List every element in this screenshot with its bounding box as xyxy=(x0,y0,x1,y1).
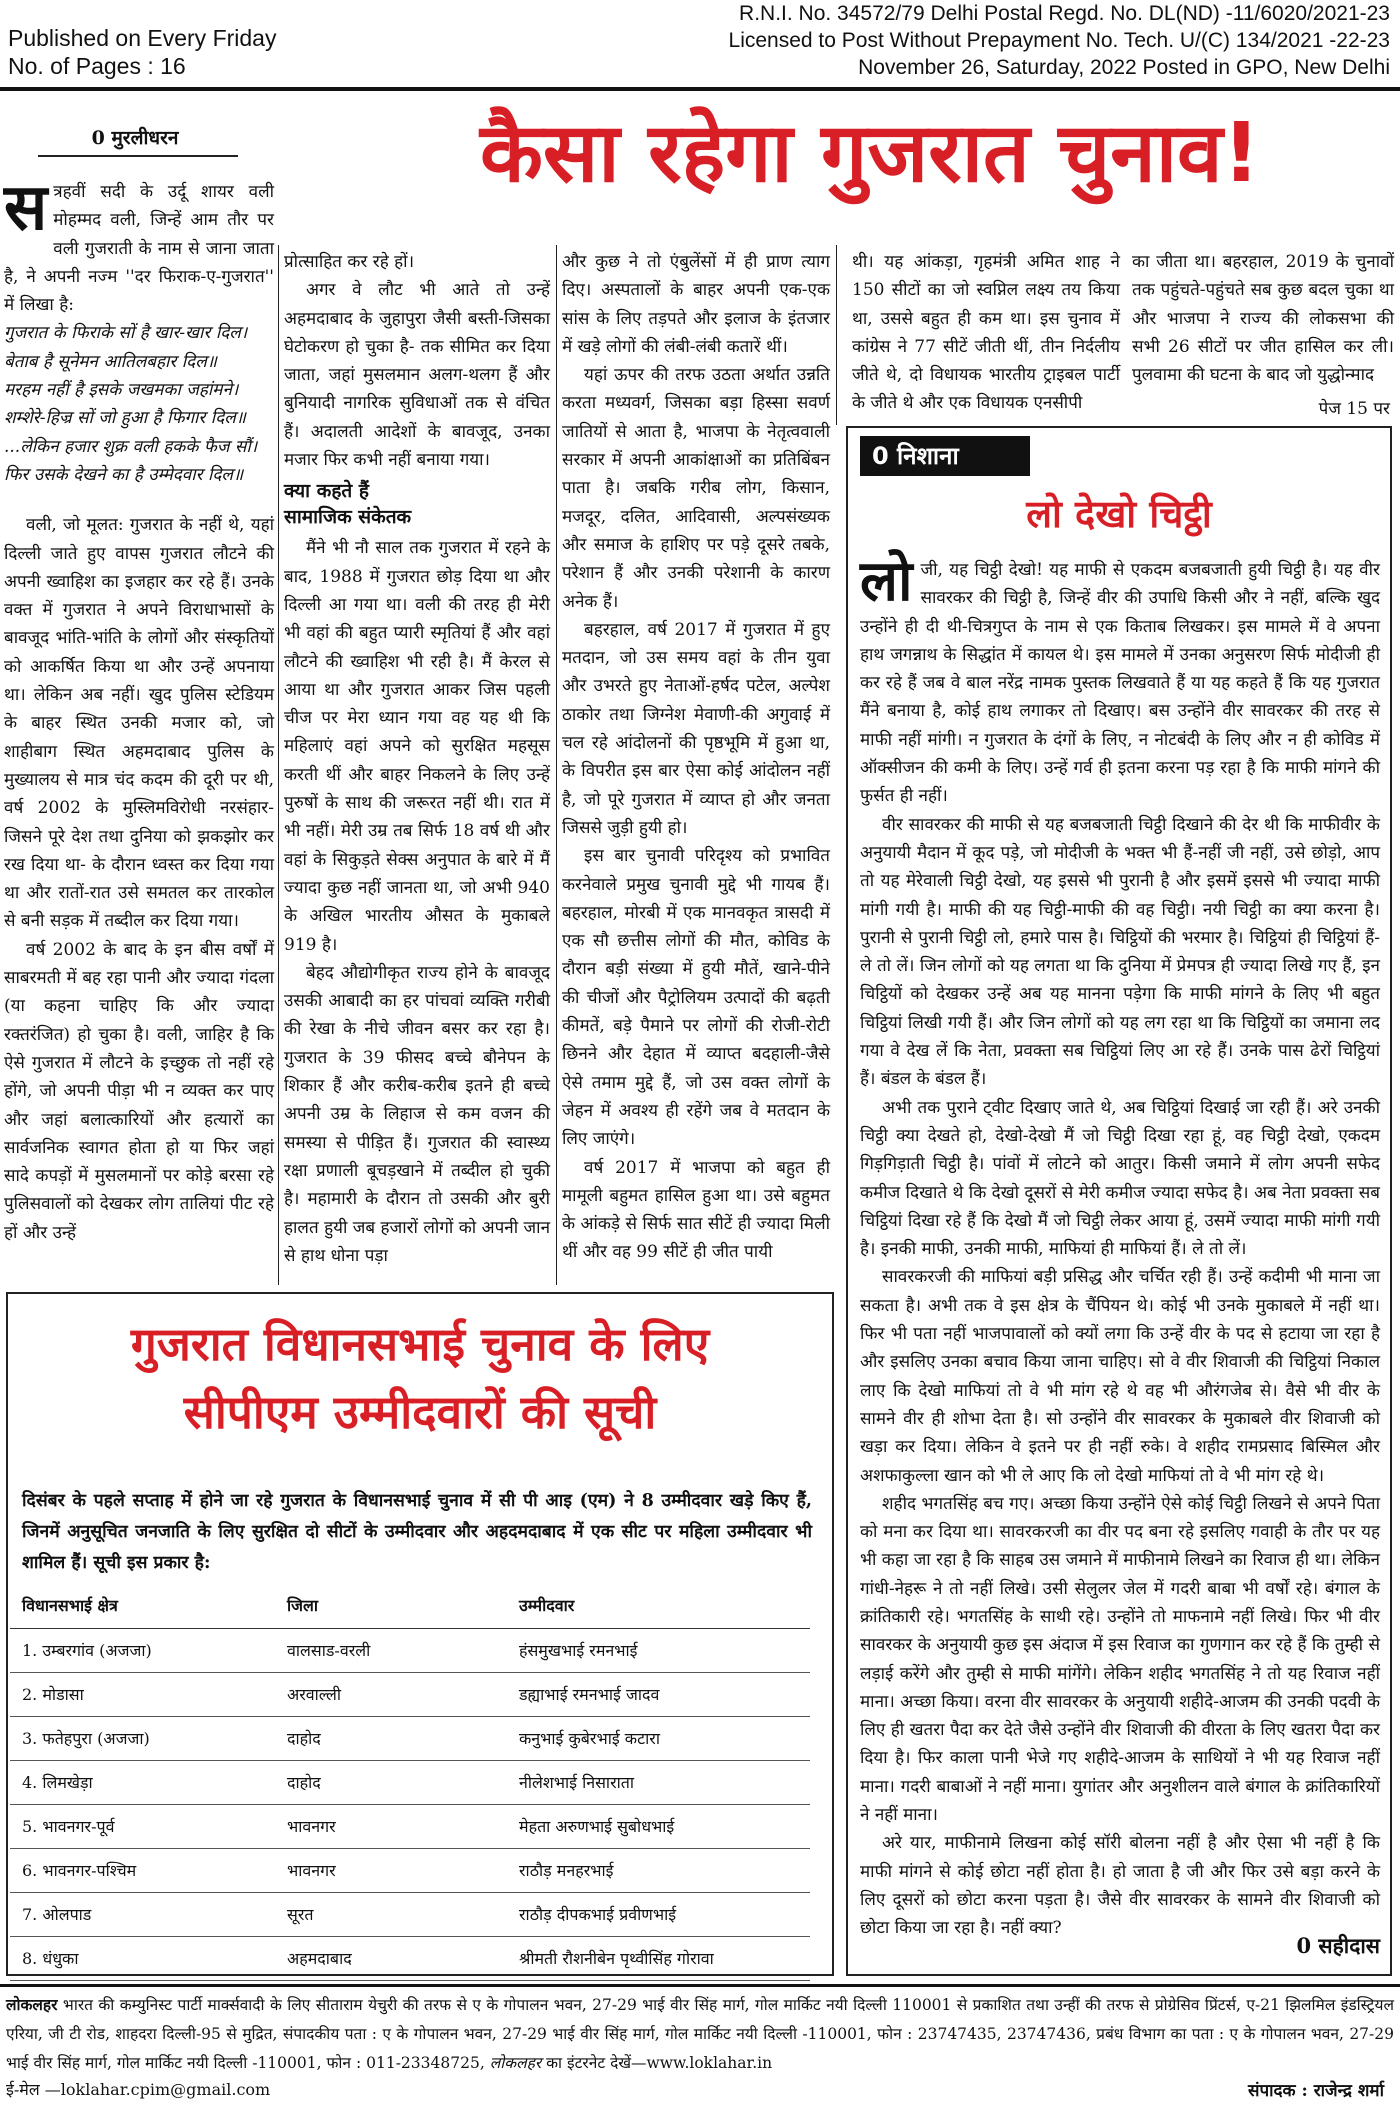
license-line: Licensed to Post Without Prepayment No. Tech. U/(C) 134/2021 -22-23 xyxy=(728,29,1390,52)
page-count: No. of Pages : 16 xyxy=(8,53,186,79)
registration-line: R.N.I. No. 34572/79 Delhi Postal Regd. No. DL(ND) -11/6020/2021-23 xyxy=(739,2,1390,25)
candidate-cell: श्रीमती रौशनीबेन पृथ्वीसिंह गोरावा xyxy=(507,1937,810,1981)
dropcap: स xyxy=(4,171,48,245)
lead-column-5 xyxy=(1132,248,1394,396)
table-row xyxy=(10,1673,810,1717)
district-cell: भावनगर xyxy=(275,1849,507,1893)
lead-column-4 xyxy=(852,248,1120,423)
table-row xyxy=(10,1761,810,1805)
candidates-table xyxy=(10,1584,810,1981)
publication-frequency: Published on Every Friday xyxy=(8,25,277,51)
nishana-paragraph: सावरकरजी की माफियां बड़ी प्रसिद्ध और चर्चित रही हैं। उन्हें कदीमी भी माना जा सकता है। अभी तक वे इस क्षेत्र के चैंपियन थे। कोई भी उनके मुकाबले में नहीं था। फिर भी पता नहीं भाजपावालों को क्यों लगा कि उन्हें वीर के पद से हटाया जा रहा है और इसलिए उनका बचाव किया जाना चाहिए। सो वे वीर शिवाजी की चिट्ठियां निकाल लाए कि देखो माफियां तो वे भी मांग रहे थे वह भी औरंगजेब से। वैसे भी वीर के सामने वीर ही शोभा देता है। सो उन्होंने वीर सावरकर के मुकाबले वीर शिवाजी को खड़ा कर दिया। लेकिन वे इतने पर ही नहीं रुके। वे शहीद रामप्रसाद बिस्मिल और अशफाकुल्ला खान को भी ले आए कि लो देखो माफियां तो वे भी मांग रहे थे। xyxy=(860,1267,1380,1486)
website-link[interactable]: का इंटरनेट देखें—www.loklahar.in xyxy=(546,2054,773,2072)
district-cell: सूरत xyxy=(275,1893,507,1937)
lead-paragraph: का जीता था। बहरहाल, 2019 के चुनावों तक पहुंचते-पहुंचते सब कुछ बदल चुका था और भाजपा ने राज्य की लोकसभा की सभी 26 सीटों पर जीत हासिल कर ली। पुलवामा की घटना के बाद जो युद्धोन्माद xyxy=(1132,252,1394,386)
verse-line: बेताब है सूनेमन आतिलबहार दिल॥ xyxy=(4,351,217,372)
candidate-cell: राठौड़ मनहरभाई xyxy=(507,1849,810,1893)
constituency-cell: 2. मोडासा xyxy=(10,1673,275,1717)
dropcap: लो xyxy=(860,549,913,614)
lead-paragraph: अगर वे लौट भी आते तो उन्हें अहमदाबाद के जुहापुरा जैसी बस्ती-जिसका घेटोकरण हो चुका है- तक सीमित कर दिया जाता, जहां मुसलमान अलग-थलग हैं और बुनियादी नागरिक सुविधाओं तक से वंचित हैं। अदालती आदेशों के बावजूद, उनका मजार फिर कभी नहीं बनाया गया। xyxy=(284,280,550,471)
masthead-divider xyxy=(0,87,1400,91)
editor-credit: संपादक : राजेन्द्र शर्मा xyxy=(1247,2081,1384,2101)
constituency-cell: 5. भावनगर-पूर्व xyxy=(10,1805,275,1849)
masthead-left xyxy=(8,24,276,80)
byline-rule xyxy=(38,155,238,157)
email-link[interactable]: ई-मेल —loklahar.cpim@gmail.com xyxy=(6,2080,271,2099)
lead-headline: कैसा रहेगा गुजरात चुनाव! xyxy=(479,106,1261,201)
verse-line: फिर उसके देखने का है उम्मेदवार दिल॥ xyxy=(4,464,244,485)
lead-column-1 xyxy=(4,171,274,1258)
imprint-label: लोकलहर xyxy=(6,1995,58,2014)
column-divider xyxy=(278,245,279,1285)
candidate-cell: मेहता अरुणभाई सुबोधभाई xyxy=(507,1805,810,1849)
column-header: जिला xyxy=(275,1584,507,1629)
verse-line: ...लेकिन हजार शुक्र वली हकके फैज सौं। xyxy=(4,436,258,457)
verse-line: मरहम नहीं है इसके जखमका जहांमने। xyxy=(4,380,239,401)
district-cell: अरवाल्ली xyxy=(275,1673,507,1717)
lead-paragraph: वर्ष 2017 में भाजपा को बहुत ही मामूली बहुमत हासिल हुआ था। उसे बहुमत के आंकड़े से सिर्फ सात सीटें ही ज्यादा मिली थीं और वह 99 सीटें ही जीत पायी xyxy=(562,1157,830,1263)
column-divider xyxy=(556,245,557,1285)
lead-paragraph: यहां ऊपर की तरफ उठता अर्थात उन्नति करता मध्यवर्ग, जिसका बड़ा हिस्सा सवर्ण जातियों से आता है, भाजपा के नेतृत्ववाली सरकार में अपनी आकांक्षाओं का प्रतिबिंबन पाता है। जबकि गरीब लोग, किसान, मजदूर, दलित, आदिवासी, अल्पसंख्यक और समाज के हाशिए पर पड़े दूसरे तबके, परेशान हैं और उनकी परेशानी के कारण अनेक हैं। xyxy=(562,365,830,612)
district-cell: दाहोद xyxy=(275,1761,507,1805)
constituency-cell: 4. लिमखेड़ा xyxy=(10,1761,275,1805)
table-row xyxy=(10,1849,810,1893)
verse-line: गुजरात के फिराके सों है खार-खार दिल। xyxy=(4,323,248,344)
candidate-cell: डह्याभाई रमनभाई जादव xyxy=(507,1673,810,1717)
table-row xyxy=(10,1937,810,1981)
lead-paragraph: वली, जो मूलत: गुजरात के नहीं थे, यहां दिल्ली जाते हुए वापस गुजरात लौटने की अपनी ख्वाहिश का इजहार कर रहे हैं। उनके वक्त में गुजरात ने अपने विराधाभासों के बावजूद भांति-भांति के लोगों और संस्कृतियों को आकर्षित किया था और उन्हें अपनाया था। लेकिन अब नहीं। खुद पुलिस स्टेडियम के बाहर स्थित उनकी मजार को, जो शाहीबाग स्थित अहमदाबाद पुलिस के मुख्यालय से मात्र चंद कदम की दूरी पर थी, वर्ष 2002 के मुस्लिमविरोधी नरसंहार-जिसने पूरे देश तथा दुनिया को झकझोर कर रख दिया था- के दौरान ध्वस्त कर दिया गया था और रातों-रात उसे समतल कर तारकोल से बनी सड़क में तब्दील कर दिया गया। xyxy=(4,515,274,932)
verse-line: शम्शेरे-हिज्र सों जो हुआ है फिगार दिल॥ xyxy=(4,408,246,429)
nishana-paragraph: शहीद भगतसिंह बच गए। अच्छा किया उन्होंने ऐसे कोई चिट्ठी लिखने से अपने पिता को मना कर दिया था। सावरकरजी का वीर पद बना रहे इसलिए गवाही के तौर पर यह भी कहा जा रहा है कि साहब उस जमाने में माफीनामे लिखने का रिवाज ही था। लेकिन गांधी-नेहरू ने तो नहीं लिखे। उसी सेलुलर जेल में गदरी बाबा भी वर्षों रहे। बंगाल के क्रांतिकारी रहे। भगतसिंह के साथी रहे। उन्होंने तो माफनामे नहीं लिखे। फिर भी वीर सावरकर के अनुयायी कुछ इस अंदाज में इस रिवाज का गुणगान कर रहे हैं कि तुम्ही से लड़ाई करेंगे और तुम्ही से माफी मांगेंगे। लेकिन शहीद भगतसिंह ने तो यह रिवाज नहीं माना। अच्छा किया। वरना वीर सावरकर के अनुयायी शहीदे-आजम की उनकी पदवी के लिए ही खतरा पैदा कर देते जैसे उन्होंने वीर शिवाजी की वीरता के लिए खतरा पैदा कर दिया है। फिर काला पानी भेजे गए शहीदे-आजम के साथियों ने भी यह रिवाज नहीं माना। गदरी बाबाओं ने नहीं माना। युगांतर और अनुशीलन वाले बंगाल के क्रांतिकारियों ने नहीं माना। xyxy=(860,1493,1380,1826)
nishana-paragraph: अरे यार, माफीनामे लिखना कोई सॉरी बोलना नहीं है और ऐसा भी नहीं है कि माफी मांगने से कोई छोटा नहीं होता है। हो जाता है जी और फिर उसे बड़ा करने के लिए दूसरों को छोटा करना पड़ता है। जैसे वीर सावरकर के सामने वीर शिवाजी को छोटा किया जा रहा है। नहीं क्या? xyxy=(860,1833,1380,1939)
column-header: विधानसभाई क्षेत्र xyxy=(10,1584,275,1629)
lead-paragraph: थी। यह आंकड़ा, गृहमंत्री अमित शाह ने 150 सीटों का जो स्वप्निल लक्ष्य तय किया था, उससे बहुत ही कम था। इस चुनाव में कांग्रेस ने 77 सीटें जीती थीं, तीन निर्दलीय जीते थे, दो विधायक भारतीय ट्राइबल पार्टी के जीते थे और एक विधायक एनसीपी xyxy=(852,252,1120,414)
lead-paragraph: और कुछ ने तो एंबुलेंसों में ही प्राण त्याग दिए। अस्पतालों के बाहर अपनी एक-एक सांस के लिए तड़पते और इलाज के इंतजार में खड़े लोगों की लंबी-लंबी कतारें थीं। xyxy=(562,252,830,357)
nishana-headline: लो देखो चिट्ठी xyxy=(1026,492,1212,536)
table-row xyxy=(10,1805,810,1849)
lead-opening: सत्रहवीं सदी के उर्दू शायर वली मोहम्मद वली, जिन्हें आम तौर पर वली गुजराती के नाम से जाना जाता है, ने अपनी नज्म ''दर फिराक-ए-गुजरात'' में लिखा है: xyxy=(4,171,274,316)
continued-on-page: पेज 15 पर xyxy=(1318,399,1390,419)
table-row xyxy=(10,1717,810,1761)
nishana-paragraph: अभी तक पुराने ट्वीट दिखाए जाते थे, अब चिट्ठियां दिखाई जा रही हैं। अरे उनकी चिट्ठी क्या देखते हो, देखो-देखो मैं जो चिट्ठी दिखा रहा हूं, वह चिट्ठी देखो, एकदम गिड़गिड़ाती चिट्ठी है। पांवों में लोटने को आतुर। किसी जमाने में लोग अपनी सफेद कमीज दिखाते थे कि देखो दूसरों से मेरी कमीज ज्यादा सफेद है। अब नेता प्रवक्ता सब चिट्ठियां दिखा रहे हैं कि देखो मैं जो चिट्ठी लेकर आया हूं, उसमें ज्यादा माफी मांगी गयी है। इनकी माफी, उनकी माफी, माफियां ही माफियां हैं। ले तो लें। xyxy=(860,1097,1380,1260)
candidate-cell: हंसमुखभाई रमनभाई xyxy=(507,1629,810,1673)
candidate-cell: नीलेशभाई निसाराता xyxy=(507,1761,810,1805)
district-cell: दाहोद xyxy=(275,1717,507,1761)
lead-column-2 xyxy=(284,248,550,1280)
candidate-cell: राठौड़ दीपकभाई प्रवीणभाई xyxy=(507,1893,810,1937)
constituency-cell: 1. उम्बरगांव (अजजा) xyxy=(10,1629,275,1673)
nishana-body xyxy=(860,549,1380,1939)
district-cell: भावनगर xyxy=(275,1805,507,1849)
lead-paragraph: प्रोत्साहित कर रहे हों। xyxy=(284,252,415,272)
lead-byline: 0 मुरलीधरन xyxy=(91,127,179,149)
lead-paragraph: इस बार चुनावी परिदृश्य को प्रभावित करनेवाले प्रमुख चुनावी मुद्दे भी गायब हैं। बहरहाल, मोरबी में एक मानवकृत त्रासदी में एक सौ छत्तीस लोगों की मौत, कोविड के दौरान बड़ी संख्या में हुयी मौतें, खाने-पीने की चीजों और पैट्रोलियम उत्पादों की बढ़ती कीमतें, बड़े पैमाने पर लोगों की रोजी-रोटी छिनने और देहात में व्याप्त बदहाली-जैसे ऐसे तमाम मुद्दे हैं, जो उस वक्त लोगों के जेहन में अवश्य ही रहेंगे जब वे मतदान के लिए जाएंगे। xyxy=(562,846,830,1150)
subheading: क्या कहते हैं सामाजिक संकेतक xyxy=(284,480,412,529)
lead-paragraph: बेहद औद्योगीकृत राज्य होने के बावजूद उसकी आबादी का हर पांचवां व्यक्ति गरीबी की रेखा के नीचे जीवन बसर कर रहा है। गुजरात के 39 फीसद बच्चे बौनेपन के शिकार हैं और करीब-करीब इतने ही बच्चे अपनी उम्र के लिहाज से कम वजन की समस्या से पीड़ित हैं। गुजरात की स्वास्थ्य रक्षा प्रणाली बूचड़खाने में तब्दील हो चुकी है। महामारी के दौरान तो उसकी और बुरी हालत हुयी जब हजारों लोगों को अपनी जान से हाथ धोना पड़ा xyxy=(284,962,550,1266)
nishana-paragraph: लोजी, यह चिट्ठी देखो! यह माफी से एकदम बजबजाती हुयी चिट्ठी है। यह वीर सावरकर की चिट्ठी है, जिन्हें वीर की उपाधि किसी और ने नहीं, बल्कि खुद उन्होंने ही दी थी-चित्रगुप्त के नाम से एक किताब लिखकर। इस मामले में वे अपना हाथ जगन्नाथ के सिद्धांत में कायल थे। इस मामले में उनका अनुसरण सिर्फ मोदीजी ही कर रहे हैं जब वे बाल नरेंद्र नामक पुस्तक लिखवाते हैं या यह कहते हैं कि यह गुजरात मैंने बनाया है, कोई हाथ लगाकर तो दिखाए। बस उन्होंने वीर सावरकर की तरह से माफी नहीं मांगी। न गुजरात के दंगों के लिए, न नोटबंदी के लिए और न ही कोविड में ऑक्सीजन की कमी के लिए। उन्हें गर्व ही इतना करना पड़ रहा है कि माफी मांगने की फुर्सत ही नहीं। xyxy=(860,549,1380,807)
constituency-cell: 6. भावनगर-पश्चिम xyxy=(10,1849,275,1893)
imprint xyxy=(6,1990,1394,2078)
constituency-cell: 8. धंधुका xyxy=(10,1937,275,1981)
district-cell: अहमदाबाद xyxy=(275,1937,507,1981)
lead-paragraph: बहरहाल, वर्ष 2017 में गुजरात में हुए मतदान, जो उस समय वहां के तीन युवा और उभरते हुए नेताओं-हर्षद पटेल, अल्पेश ठाकोर तथा जिग्नेश मेवाणी-की अगुवाई में चल रहे आंदोलनों की पृष्ठभूमि में हुआ था, के विपरीत इस बार ऐसा कोई आंदोलन नहीं है, जो पूरे गुजरात में व्याप्त हो और जनता जिससे जुड़ी हुयी हो। xyxy=(562,619,830,838)
candidates-headline: गुजरात विधानसभाई चुनाव के लिए सीपीएम उम्मीदवारों की सूची xyxy=(130,1317,710,1439)
dateline: November 26, Saturday, 2022 Posted in GPO, New Delhi xyxy=(858,56,1390,79)
table-row xyxy=(10,1893,810,1937)
masthead-right xyxy=(729,0,1390,81)
nishana-tag: 0 निशाना xyxy=(860,436,1030,476)
table-header-row xyxy=(10,1584,810,1629)
column-header: उम्मीदवार xyxy=(507,1584,810,1629)
candidates-table-wrap xyxy=(10,1584,810,1981)
nishana-paragraph: वीर सावरकर की माफी से यह बजबजाती चिट्ठी दिखाने की देर थी कि माफीवीर के अनुयायी मैदान में कूद पड़े, जो मोदीजी के भक्त भी हैं-नहीं जी नहीं, उसे छोड़ो, आप तो यह मेरेवाली चिट्ठी देखो, यह इससे भी पुरानी है और इसमें इससे भी ज्यादा माफी मांगी गयी है। माफी की यह चिट्ठी-माफी की वह चिट्ठी। नयी चिट्ठी का क्या करना है। पुरानी से पुरानी चिट्ठी लो, हमारे पास है। चिट्ठियों की भरमार है। चिट्ठियां ही चिट्ठियां हैं-ले तो लें। जिन लोगों को यह लगता था कि दुनिया में प्रेमपत्र ही ज्यादा लिखे गए हैं, इन चिट्ठियों को देखकर उन्हें अब यह मानना पड़ेगा कि माफी मांगने के लिए भी बहुत चिट्ठियां लिखी गयी हैं। और जिन लोगों को यह लग रहा था कि चिट्ठियों का जमाना लद गया वे देख लें कि नेता, प्रवक्ता सब चिट्ठियां लिए आ रहे हैं। उनके पास ढेरों चिट्ठियां हैं। बंडल के बंडल हैं। xyxy=(860,814,1380,1090)
district-cell: वालसाड-वरली xyxy=(275,1629,507,1673)
table-row xyxy=(10,1629,810,1673)
candidate-cell: कनुभाई कुबेरभाई कटारा xyxy=(507,1717,810,1761)
constituency-cell: 3. फतेहपुरा (अजजा) xyxy=(10,1717,275,1761)
candidates-intro: दिसंबर के पहले सप्ताह में होने जा रहे गुजरात के विधानसभाई चुनाव में सी पी आइ (एम) ने 8 उम्मीदवार खड़े किए हैं, जिनमें अनुसूचित जनजाति के लिए सुरक्षित दो सीटों के उम्मीदवार और अहदमदाबाद में एक सीट पर महिला उम्मीदवार भी शामिल हैं। सूची इस प्रकार है: xyxy=(22,1491,812,1573)
lead-column-3 xyxy=(562,248,830,1280)
column-divider xyxy=(836,245,837,425)
web-label: लोकलहर xyxy=(489,2054,542,2072)
footer-divider xyxy=(0,1984,1400,1987)
constituency-cell: 7. ओलपाड xyxy=(10,1893,275,1937)
lead-paragraph: मैंने भी नौ साल तक गुजरात में रहने के बाद, 1988 में गुजरात छोड़ दिया था और दिल्ली आ गया था। वली की तरह ही मेरी भी वहां की बहुत प्यारी स्मृतियां हैं और वहां लौटने की ख्वाहिश भी रही है। मैं केरल से आया था और गुजरात आकर जिस पहली चीज पर मेरा ध्यान गया वह यह थी कि महिलाएं वहां अपने को सुरक्षित महसूस करती थीं और बाहर निकलने के लिए उन्हें पुरुषों के साथ की जरूरत नहीं थी। रात में भी नहीं। मेरी उम्र तब सिर्फ 18 वर्ष थी और वहां के सिकुड़ते सेक्स अनुपात के बारे में मैं ज्यादा कुछ नहीं जानता था, जो अभी 940 के अखिल भारतीय औसत के मुकाबले 919 है। xyxy=(284,538,550,955)
imprint-text: भारत की कम्युनिस्ट पार्टी मार्क्सवादी के लिए सीताराम येचुरी की तरफ से ए के गोपालन भवन, 27-29 भाई वीर सिंह मार्ग, गोल मार्किट नयी दिल्ली 110001 से प्रकाशित तथा उन्हीं की तरफ से प्रोग्रेसिव प्रिंटर्स, ए-21 झिलमिल इंडस्ट्रियल एरिया, जी टी रोड, शाहदरा दिल्ली-95 से मुद्रित, संपादकीय पता : ए के गोपालन भवन, 27-29 भाई वीर सिंह मार्ग, गोल मार्किट नयी दिल्ली -110001, फोन : 23747435, 23747436, प्रबंध विभाग का पता : ए के गोपालन भवन, 27-29 भाई वीर सिंह मार्ग, गोल मार्किट नयी दिल्ली -110001, फोन : 011-23348725, xyxy=(6,1996,1394,2072)
candidates-table-body xyxy=(10,1629,810,1981)
nishana-signature: 0 सहीदास xyxy=(1296,1933,1380,1958)
lead-paragraph: वर्ष 2002 के बाद के इन बीस वर्षों में साबरमती में बह रहा पानी और ज्यादा गंदला (या कहना चाहिए कि और ज्यादा रक्तरंजित) हो चुका है। वली, जाहिर है कि ऐसे गुजरात में लौटने के इच्छुक तो नहीं रहे होंगे, जो अपनी पीड़ा भी न व्यक्त कर पाए और जहां बलात्कारियों और हत्यारों का सार्वजनिक स्वागत होता हो या फिर जहां सादे कपड़ों में मुसलमानों पर कोड़े बरसा रहे पुलिसवालों को देखकर लोग तालियां पीट रहे हों और उन्हें xyxy=(4,939,274,1243)
